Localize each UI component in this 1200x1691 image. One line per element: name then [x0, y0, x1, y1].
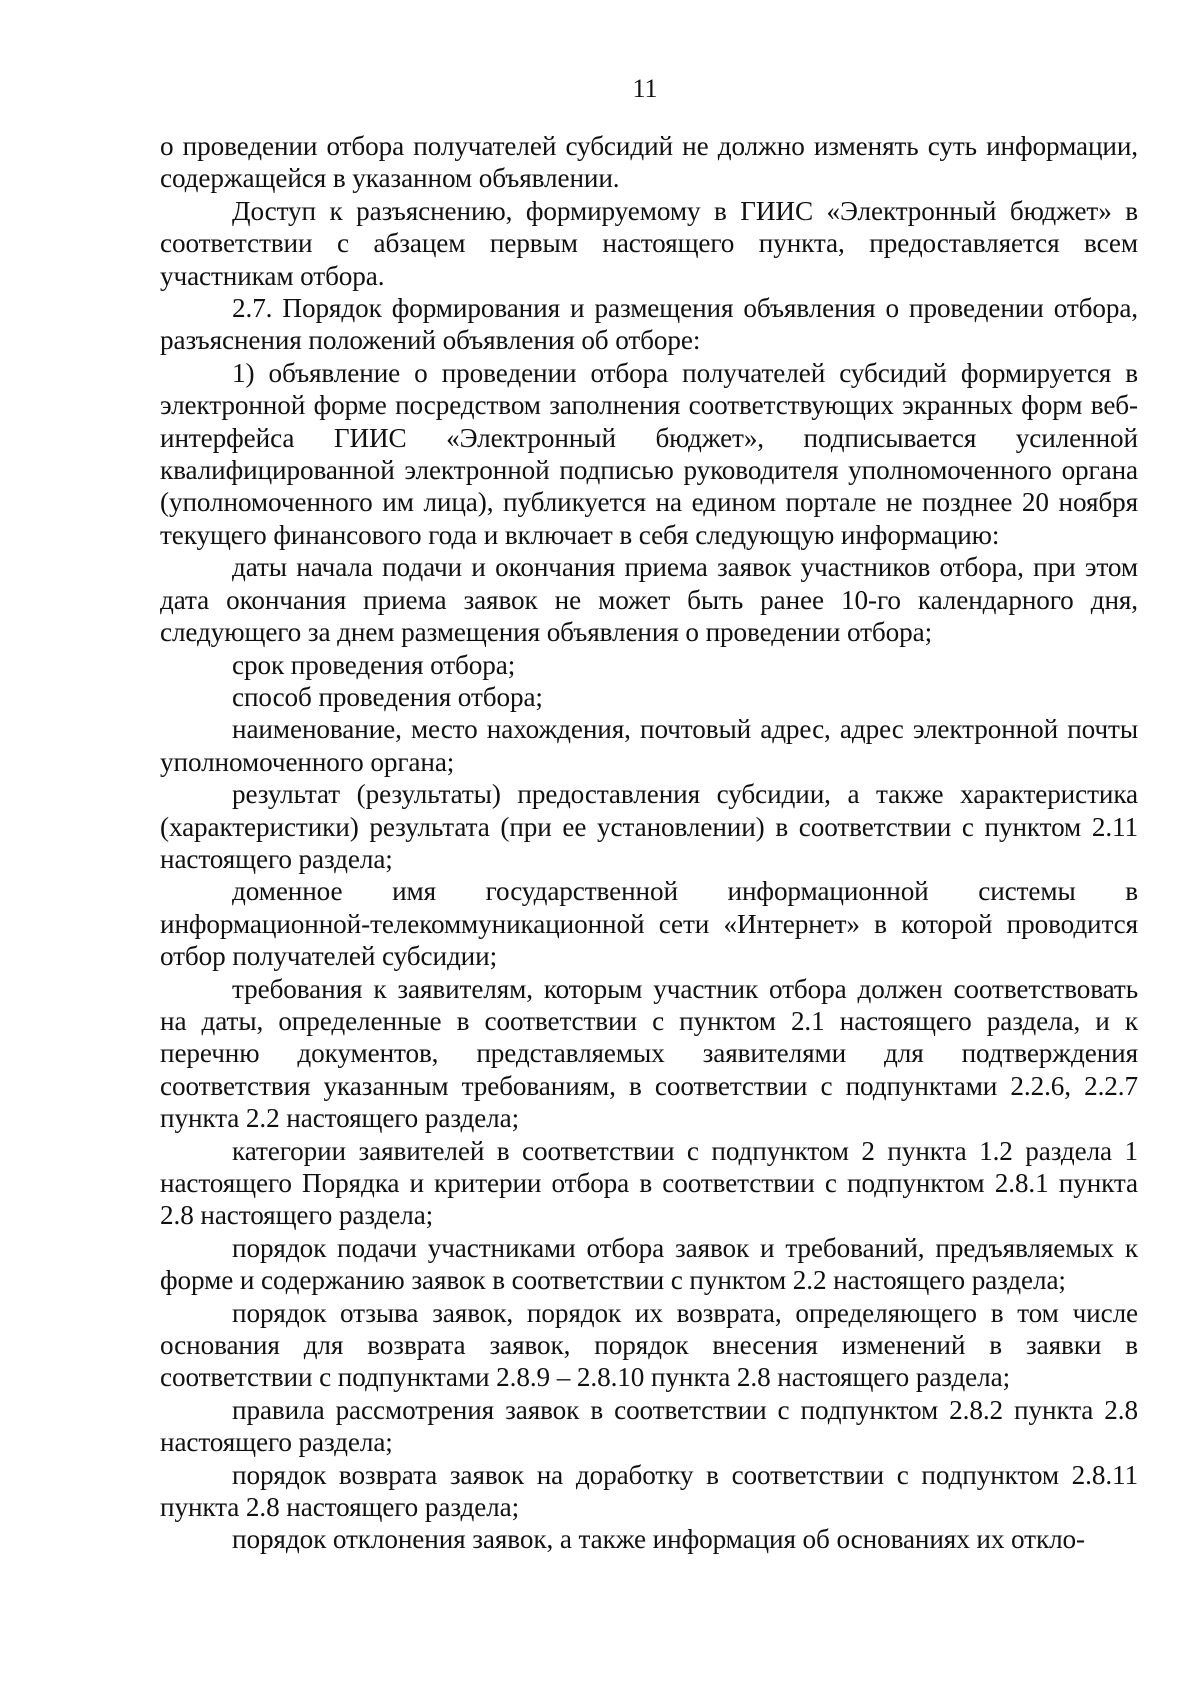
list-item: срок проведения отбора;: [232, 649, 516, 680]
list-item: результат (результаты) предоставления субсидии, а также характеристика (характеристики) результата (при ее установлении) в соответствии с пунктом 2.11 настоящего раздела;: [160, 779, 1138, 874]
list-item: правила рассмотрения заявок в соответствии с подпунктом 2.8.2 пункта 2.8 настоящего раздела;: [160, 1394, 1138, 1458]
list-item: требования к заявителям, которым участник отбора должен соответствовать на даты, определенные в соответствии с пунктом 2.1 настоящего раздела, и к перечню документов, представляемых заявителями для подтверждения соответствия указанным требованиям, в соответствии с подпунктами 2.2.6, 2.2.7 пункта 2.2 настоящего раздела;: [160, 973, 1138, 1134]
list-item: порядок возврата заявок на доработку в соответствии с подпунктом 2.8.11 пункта 2.8 настоящего раздела;: [160, 1459, 1138, 1523]
list-item: наименование, место нахождения, почтовый адрес, адрес электронной почты уполномоченного органа;: [160, 714, 1138, 777]
list-item: порядок отклонения заявок, а также информация об основаниях их откло-: [232, 1524, 1085, 1555]
list-item: доменное имя государственной информационной системы в информационной-телекоммуникационной сети «Интернет» в которой проводится отбор получателей субсидии;: [160, 876, 1138, 972]
paragraph: 2.7. Порядок формирования и размещения объявления о проведении отбора, разъяснения положений объявления об отборе:: [160, 293, 1138, 356]
document-body: [160, 130, 1138, 1556]
list-item: категории заявителей в соответствии с подпунктом 2 пункта 1.2 раздела 1 настоящего Порядка и критерии отбора в соответствии с подпунктом 2.8.1 пункта 2.8 настоящего раздела;: [160, 1135, 1138, 1231]
list-item: даты начала подачи и окончания приема заявок участников отбора, при этом дата окончания приема заявок не может быть ранее 10-го календарного дня, следующего за днем размещения объявления о проведении отбора;: [160, 552, 1138, 648]
page-number: 11: [632, 74, 658, 103]
list-item: порядок отзыва заявок, порядок их возврата, определяющего в том числе основания для возврата заявок, порядок внесения изменений в заявки в соответствии с подпунктами 2.8.9 – 2.8.10 пункта 2.8 настоящего раздела;: [160, 1297, 1138, 1393]
paragraph: Доступ к разъяснению, формируемому в ГИИС «Электронный бюджет» в соответствии с абзацем первым настоящего пункта, предоставляется всем участникам отбора.: [160, 195, 1138, 291]
paragraph: о проведении отбора получателей субсидий не должно изменять суть информации, содержащейся в указанном объявлении.: [160, 131, 1138, 194]
paragraph: 1) объявление о проведении отбора получателей субсидий формируется в электронной форме посредством заполнения соответствующих экранных форм веб-интерфейса ГИИС «Электронный бюджет», подписывается усиленной квалифицированной электронной подписью руководителя уполномоченного органа (уполномоченного им лица), публикуется на едином портале не позднее 20 ноября текущего финансового года и включает в себя следующую информацию:: [160, 357, 1138, 550]
list-item: порядок подачи участниками отбора заявок и требований, предъявляемых к форме и содержанию заявок в соответствии с пунктом 2.2 настоящего раздела;: [160, 1232, 1138, 1296]
list-item: способ проведения отбора;: [232, 681, 543, 712]
